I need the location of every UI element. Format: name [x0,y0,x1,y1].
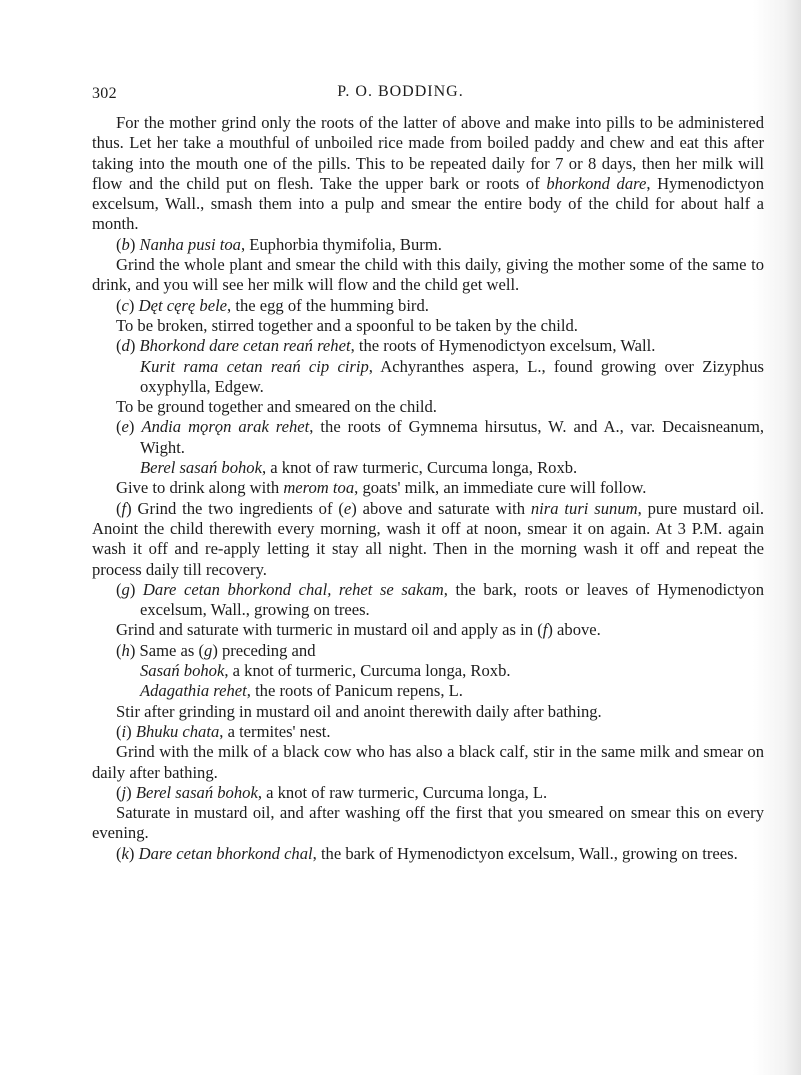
text-segment: , a knot of raw turmeric, Curcuma longa, L. [257,782,548,802]
paragraph [92,397,764,417]
text-segment: , the roots of Gymnema hirsutus, W. and A., var. Decaisneanum, Wight. [140,417,764,457]
text-segment: Give to drink along with [116,478,284,498]
italic-term: bhorkond dare [546,173,647,193]
text-segment: ) [126,721,136,741]
paragraph [92,783,764,803]
text-segment: ( [116,843,122,863]
text-segment: Grind and saturate with turmeric in mustard oil and apply as in ( [116,620,543,640]
text-segment: ) [128,417,142,437]
italic-term: nira turi sunum [530,498,638,518]
italic-term: Dare cetan bhorkond chal [138,843,313,863]
paragraph [92,255,764,296]
text-segment: To be broken, stirred together and a spoonful to be taken by the child. [116,315,578,335]
text-segment: Grind the whole plant and smear the child with this daily, giving the mother some of the same to drink, and you will see her milk will flow and the child get well. [92,255,764,295]
paragraph [92,620,764,640]
text-segment: ( [116,579,122,599]
paragraph [92,499,764,580]
italic-term: j [121,782,127,802]
italic-term: Andia mǫrǫn arak rehet [141,417,310,437]
text-segment: , goats' milk, an immediate cure will follow. [354,478,647,498]
text-segment: , pure mustard oil. Anoint the child therewith every morning, wash it off at noon, smear it on again. At 3 P.M. again wash it off and re-apply letting it stay all night. Then in the morning wash it off and repeat the process daily till recovery. [92,498,764,579]
text-segment: , Euphorbia thymifolia, Burm. [240,234,442,254]
paragraph [92,417,764,458]
italic-term: merom toa [283,478,355,498]
paragraph [92,357,764,398]
text-segment: , Hymenodictyon excelsum, Wall., smash them into a pulp and smear the entire body of the child for about half a month. [92,173,764,234]
text-segment: ( [116,417,122,437]
text-segment: ( [116,498,122,518]
text-segment: Saturate in mustard oil, and after washing off the first that you smeared on smear this on every evening. [92,803,764,843]
text-segment: Grind with the milk of a black cow who has also a black calf, stir in the same milk and smear on daily after bathing. [92,742,764,782]
italic-term: g [121,579,130,599]
paragraph [92,316,764,336]
italic-term: i [121,721,127,741]
text-segment: ) [129,234,140,254]
text-segment: ) [129,336,140,356]
italic-term: Bhorkond dare cetan reań rehet [139,336,351,356]
paragraph [92,580,764,621]
italic-term: k [121,843,129,863]
text-segment: ( [116,640,122,660]
body-text [92,113,764,864]
paragraph [92,458,764,478]
paragraph [92,681,764,701]
paragraph [92,235,764,255]
italic-term: c [121,295,129,315]
text-segment: Stir after grinding in mustard oil and anoint therewith daily after bathing. [116,701,602,721]
italic-term: g [204,640,213,660]
page-number: 302 [92,85,117,102]
italic-term: Adagathia rehet [140,681,247,701]
italic-term: Sasań bohok [140,661,225,681]
italic-term: Dare cetan bhorkond chal, rehet se sakam [142,579,444,599]
text-segment: , the bark of Hymenodictyon excelsum, Wall., growing on trees. [312,843,738,863]
paragraph [92,742,764,783]
text-segment: , the roots of Hymenodictyon excelsum, Wall. [350,336,656,356]
text-segment: , a knot of raw turmeric, Curcuma longa, Roxb. [261,458,578,478]
running-head: P. O. BODDING. [337,83,464,100]
paragraph [92,296,764,316]
italic-term: Kurit rama cetan reań cip cirip [140,356,369,376]
text-segment: ( [116,295,122,315]
italic-term: Berel sasań bohok [135,782,258,802]
italic-term: Berel sasań bohok [140,458,262,478]
italic-term: Dęt cęrę bele [138,295,228,315]
italic-term: f [121,498,127,518]
text-segment: ( [116,721,122,741]
text-segment: , the egg of the humming bird. [227,295,429,315]
text-segment: , a termites' nest. [219,721,331,741]
text-segment: ) [128,843,139,863]
paragraph [92,113,764,235]
text-segment: ( [116,782,122,802]
text-segment: To be ground together and smeared on the child. [116,397,437,417]
text-segment: ( [116,234,122,254]
italic-term: f [542,620,548,640]
text-segment: , Achyranthes aspera, L., found growing over Zizyphus oxyphylla, Edgew. [140,356,764,396]
text-segment: ) preceding and [212,640,316,660]
text-segment: ) above. [547,620,601,640]
paragraph [92,722,764,742]
italic-term: e [343,498,352,518]
paragraph [92,702,764,722]
text-segment: ) Grind the two ingredients of ( [126,498,344,518]
text-segment: ( [116,336,122,356]
italic-term: Bhuku chata [135,721,220,741]
italic-term: Nanha pusi toa [139,234,241,254]
text-segment: ) Same as ( [129,640,205,660]
text-segment: , the roots of Panicum repens, L. [246,681,463,701]
paragraph [92,844,764,864]
text-segment: ) [129,579,143,599]
paragraph [92,478,764,498]
italic-term: d [121,336,130,356]
paragraph [92,641,764,661]
text-segment: ) [128,295,139,315]
text-segment: , the bark, roots or leaves of Hymenodictyon excelsum, Wall., growing on trees. [140,579,764,620]
text-segment: ) above and saturate with [351,498,531,518]
text-segment: , a knot of turmeric, Curcuma longa, Roxb. [224,661,511,681]
paragraph [92,336,764,356]
text-segment: ) [126,782,136,802]
italic-term: b [121,234,130,254]
text-segment: For the mother grind only the roots of the latter of above and make into pills to be administered thus. Let her take a mouthful of unboiled rice made from boiled paddy and chew and eat this after taking into the mouth one of the pills. This to be repeated daily for 7 or 8 days, then her milk will flow and the child put on flesh. Take the upper bark or roots of [92,113,764,193]
italic-term: h [121,640,130,660]
paragraph [92,661,764,681]
paragraph [92,803,764,844]
italic-term: e [121,417,129,437]
